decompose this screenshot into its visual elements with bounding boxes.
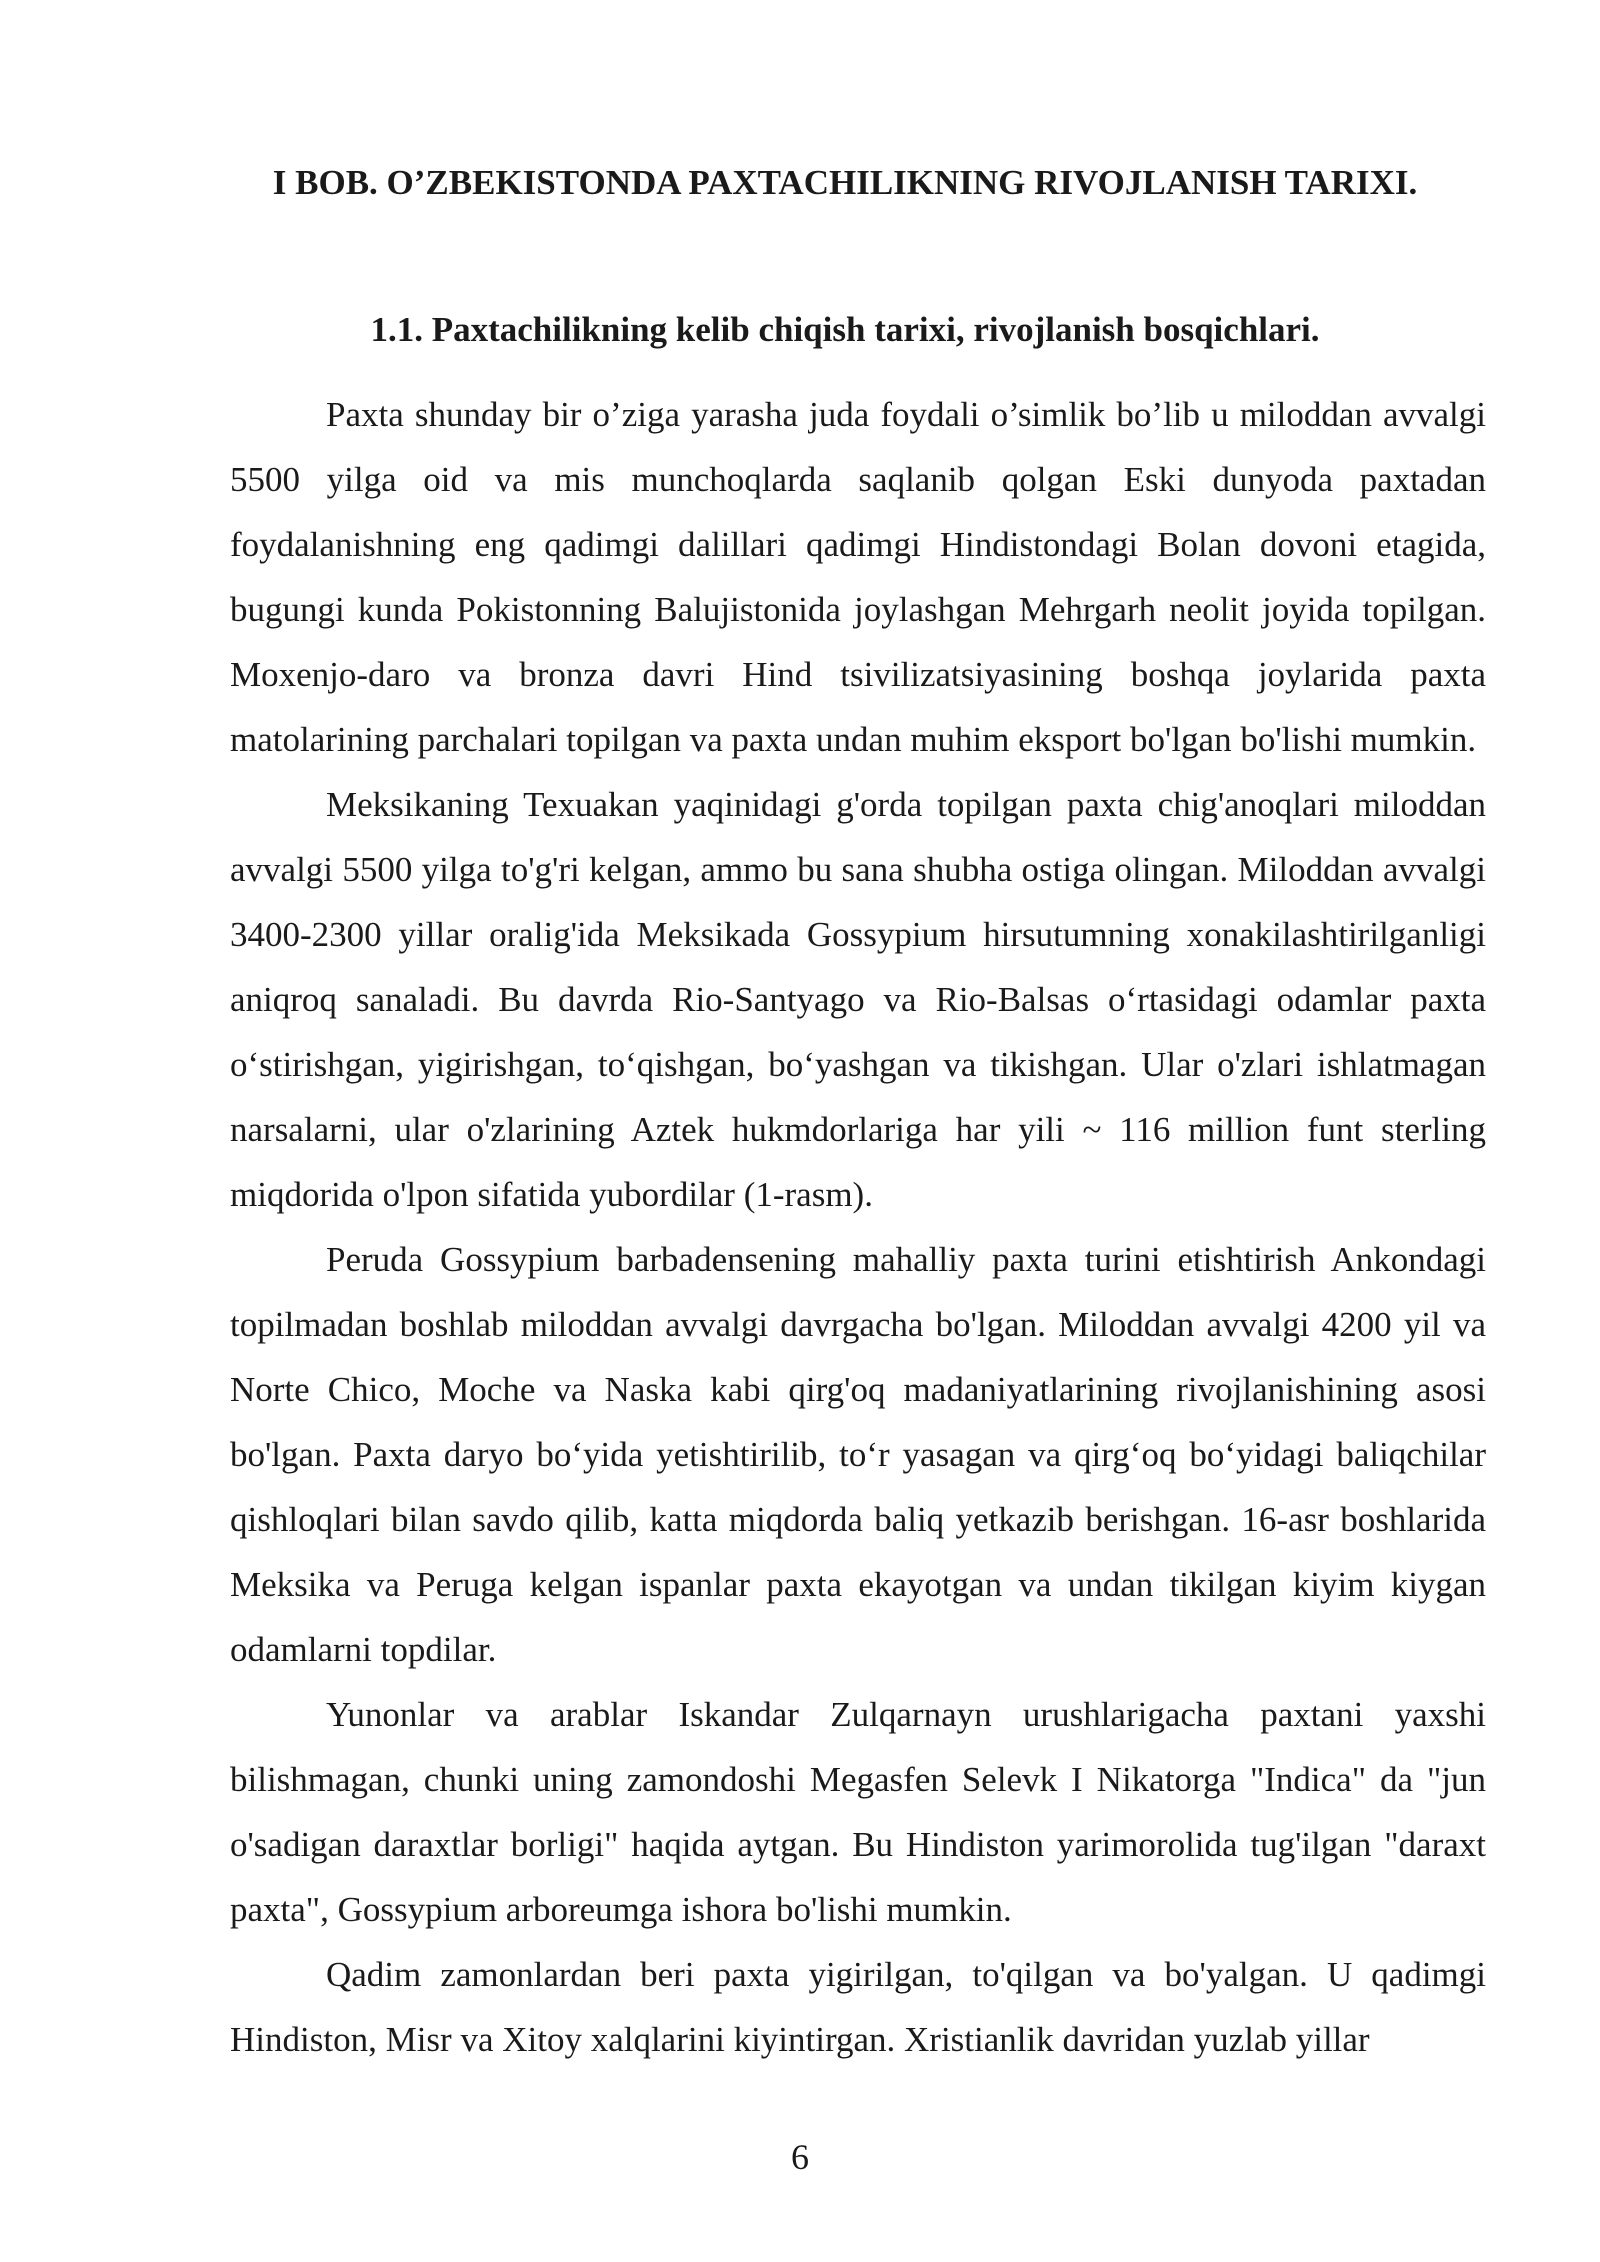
paragraph: Qadim zamonlardan beri paxta yigirilgan, to'qilgan va bo'yalgan. U qadimgi Hindiston, Misr va Xitoy xalqlarini kiyintirgan. Xristianlik davridan yuzlab yillar bbox=[230, 1955, 1486, 2059]
paragraph: Meksikaning Texuakan yaqinidagi g'orda topilgan paxta chig'anoqlari miloddan avvalgi 5500 yilga to'g'ri kelgan, ammo bu sana shubha ostiga olingan. Miloddan avvalgi 3400-2300 yillar oralig'ida Meksikada Gossypium hirsutumning xonakilashtirilganligi aniqroq sanaladi. Bu davrda Rio-Santyago va Rio-Balsas o‘rtasidagi odamlar paxta o‘stirishgan, yigirishgan, to‘qishgan, bo‘yashgan va tikishgan. Ular o'zlari ishlatmagan narsalarni, ular o'zlarining Aztek hukmdorlariga har yili ~ 116 million funt sterling miqdorida o'lpon sifatida yubordilar (1-rasm). bbox=[230, 785, 1486, 1214]
section-title: 1.1. Paxtachilikning kelib chiqish tarixi, rivojlanish bosqichlari. bbox=[370, 310, 1320, 349]
body-text bbox=[230, 382, 1486, 2072]
paragraph: Paxta shunday bir o’ziga yarasha juda foydali o’simlik bo’lib u miloddan avvalgi 5500 yilga oid va mis munchoqlarda saqlanib qolgan Eski dunyoda paxtadan foydalanishning eng qadimgi dalillari qadimgi Hindistondagi Bolan dovoni etagida, bugungi kunda Pokistonning Balujistonida joylashgan Mehrgarh neolit joyida topilgan. Moxenjo-daro va bronza davri Hind tsivilizatsiyasining boshqa joylarida paxta matolarining parchalari topilgan va paxta undan muhim eksport bo'lgan bo'lishi mumkin. bbox=[230, 395, 1486, 759]
chapter-title: I BOB. O’ZBEKISTONDA PAXTACHILIKNING RIVOJLANISH TARIXI. bbox=[272, 163, 1418, 202]
paragraph: Yunonlar va arablar Iskandar Zulqarnayn urushlarigacha paxtani yaxshi bilishmagan, chunki uning zamondoshi Megasfen Selevk I Nikatorga "Indica" da "jun o'sadigan daraxtlar borligi" haqida aytgan. Bu Hindiston yarimorolida tug'ilgan "daraxt paxta", Gossypium arboreumga ishora bo'lishi mumkin. bbox=[230, 1695, 1486, 1929]
page-number: 6 bbox=[791, 2137, 809, 2177]
paragraph: Peruda Gossypium barbadensening mahalliy paxta turini etishtirish Ankondagi topilmadan boshlab miloddan avvalgi davrgacha bo'lgan. Miloddan avvalgi 4200 yil va Norte Chico, Moche va Naska kabi qirg'oq madaniyatlarining rivojlanishining asosi bo'lgan. Paxta daryo bo‘yida yetishtirilib, to‘r yasagan va qirg‘oq bo‘yidagi baliqchilar qishloqlari bilan savdo qilib, katta miqdorda baliq yetkazib berishgan. 16-asr boshlarida Meksika va Peruga kelgan ispanlar paxta ekayotgan va undan tikilgan kiyim kiygan odamlarni topdilar. bbox=[230, 1240, 1486, 1669]
